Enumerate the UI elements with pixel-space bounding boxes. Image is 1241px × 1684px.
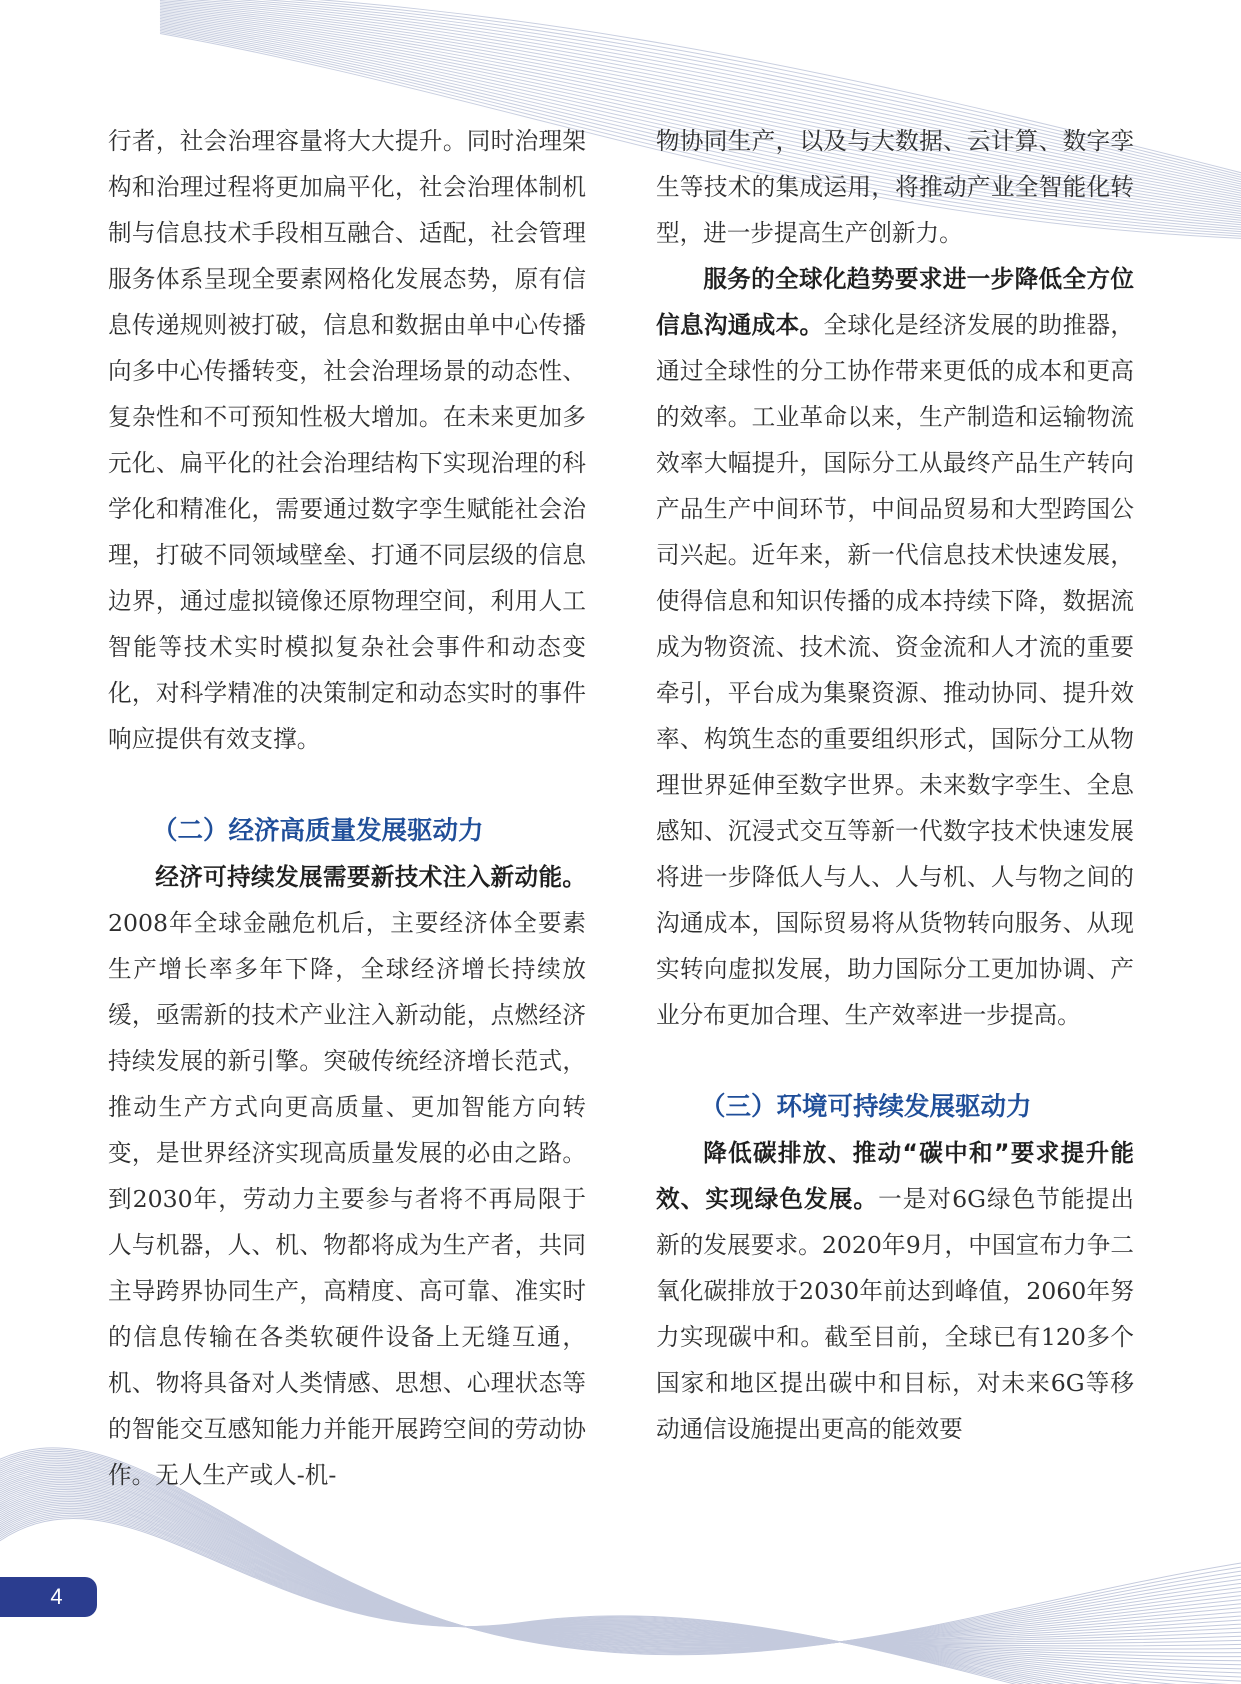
right-paragraph-2: [656, 256, 1134, 1038]
right-paragraph-3: [656, 1130, 1134, 1452]
left-paragraph-2-body: 2008年全球金融危机后，主要经济体全要素生产增长率多年下降，全球经济增长持续放缓，亟需新的技术产业注入新动能，点燃经济持续发展的新引擎。突破传统经济增长范式，推动生产方式向更高质量、更加智能方向转变，是世界经济实现高质量发展的必由之路。到2030年，劳动力主要参与者将不再局限于人与机器，人、机、物都将成为生产者，共同主导跨界协同生产，高精度、高可靠、准实时的信息传输在各类软硬件设备上无缝互通，机、物将具备对人类情感、思想、心理状态等的智能交互感知能力并能开展跨空间的劳动协作。无人生产或人-机-: [108, 909, 586, 1489]
left-column: [108, 118, 586, 1498]
left-paragraph-2: [108, 854, 586, 1498]
right-column: [656, 118, 1134, 1452]
right-paragraph-1: 物协同生产，以及与大数据、云计算、数字孪生等技术的集成运用，将推动产业全智能化转型，进一步提高生产创新力。: [656, 127, 1134, 247]
right-paragraph-3-body: 一是对6G绿色节能提出新的发展要求。2020年9月，中国宣布力争二氧化碳排放于2030年前达到峰值，2060年努力实现碳中和。截至目前，全球已有120多个国家和地区提出碳中和目标，对未来6G等移动通信设施提出更高的能效要: [656, 1185, 1135, 1443]
page-number: 4: [50, 1584, 63, 1609]
right-paragraph-2-lead: 服务的全球化趋势要求进一步降低全方位信息沟通成本。: [656, 265, 1134, 339]
left-paragraph-1: 行者，社会治理容量将大大提升。同时治理架构和治理过程将更加扁平化，社会治理体制机制与信息技术手段相互融合、适配，社会管理服务体系呈现全要素网格化发展态势，原有信息传递规则被打破，信息和数据由单中心传播向多中心传播转变，社会治理场景的动态性、复杂性和不可预知性极大增加。在未来更加多元化、扁平化的社会治理结构下实现治理的科学化和精准化，需要通过数字孪生赋能社会治理，打破不同领域壁垒、打通不同层级的信息边界，通过虚拟镜像还原物理空间，利用人工智能等技术实时模拟复杂社会事件和动态变化，对科学精准的决策制定和动态实时的事件响应提供有效支撑。: [108, 127, 586, 753]
section-heading-environment: （三）环境可持续发展驱动力: [700, 1092, 1032, 1122]
left-paragraph-2-lead: 经济可持续发展需要新技术注入新动能。: [155, 863, 586, 891]
section-heading-economy: （二）经济高质量发展驱动力: [152, 816, 484, 846]
page-number-tab: [0, 1577, 97, 1617]
wave-line-bottom: [0, 1498, 1241, 1682]
right-paragraph-2-body: 全球化是经济发展的助推器，通过全球性的分工协作带来更低的成本和更高的效率。工业革命以来，生产制造和运输物流效率大幅提升，国际分工从最终产品生产转向产品生产中间环节，中间品贸易和大型跨国公司兴起。近年来，新一代信息技术快速发展，使得信息和知识传播的成本持续下降，数据流成为物资流、技术流、资金流和人才流的重要牵引，平台成为集聚资源、推动协同、提升效率、构筑生态的重要组织形式，国际分工从物理世界延伸至数字世界。未来数字孪生、全息感知、沉浸式交互等新一代数字技术快速发展将进一步降低人与人、人与机、人与物之间的沟通成本，国际贸易将从货物转向服务、从现实转向虚拟发展，助力国际分工更加协调、产业分布更加合理、生产效率进一步提高。: [656, 311, 1135, 1029]
right-paragraph-3-lead: 降低碳排放、推动“碳中和”要求提升能效、实现绿色发展。: [656, 1139, 1134, 1213]
